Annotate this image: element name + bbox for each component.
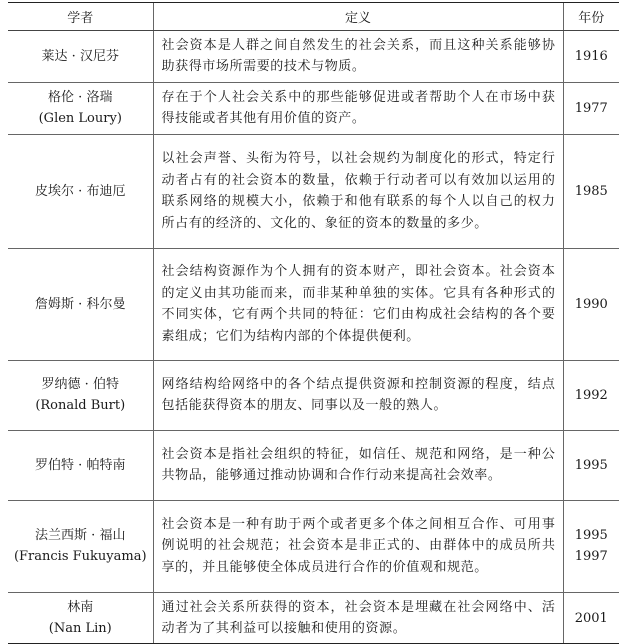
- year-value: 1985: [574, 183, 608, 199]
- definition-cell: 网络结构给网络中的各个结点提供资源和控制资源的程度，结点包括能获得资本的朋友、同事以及一般的熟人。: [153, 360, 563, 430]
- definition-cell: 社会资本是人群之间自然发生的社会关系，而且这种关系能够协助获得市场所需要的技术与物质。: [153, 31, 563, 83]
- year-cell: [563, 500, 619, 592]
- scholar-name: 罗纳德 · 伯特: [41, 377, 119, 393]
- header-year: 年份: [563, 3, 619, 31]
- scholar-name: 詹姆斯 · 科尔曼: [35, 296, 126, 312]
- social-capital-definitions-table: [8, 2, 619, 644]
- scholar-name-en: (Francis Fukuyama): [13, 549, 147, 565]
- year-value: 2001: [574, 610, 608, 626]
- table-row: [8, 134, 619, 248]
- scholar-cell: [8, 31, 153, 83]
- table-row: [8, 248, 619, 360]
- year-value: 1916: [574, 48, 608, 64]
- scholar-cell: [8, 360, 153, 430]
- table-row: [8, 592, 619, 644]
- definitions-table: [8, 2, 619, 644]
- scholar-cell: [8, 430, 153, 500]
- scholar-cell: [8, 592, 153, 644]
- year-cell: [563, 31, 619, 83]
- header-row: [8, 3, 619, 31]
- year-value: 1992: [574, 387, 608, 403]
- scholar-name: 皮埃尔 · 布迪厄: [35, 183, 126, 199]
- year-value: 1990: [574, 296, 608, 312]
- scholar-cell: [8, 82, 153, 134]
- definition-cell: 通过社会关系所获得的资本，社会资本是埋藏在社会网络中、活动者为了其利益可以接触和使用的资源。: [153, 592, 563, 644]
- definition-cell: 社会资本是一种有助于两个或者更多个体之间相互合作、可用事例说明的社会规范；社会资本是非正式的、由群体中的成员所共享的，并且能够使全体成员进行合作的价值观和规范。: [153, 500, 563, 592]
- year-cell: [563, 592, 619, 644]
- scholar-name: 林南: [67, 600, 94, 616]
- year-value: 1995: [574, 457, 608, 473]
- scholar-name-en: (Glen Loury): [38, 111, 122, 127]
- year-cell: [563, 82, 619, 134]
- year-value: 1995: [574, 528, 608, 544]
- definition-cell: 以社会声誉、头衔为符号，以社会规约为制度化的形式，特定行动者占有的社会资本的数量，依赖于行动者可以有效加以运用的联系网络的规模大小，依赖于和他有联系的每个人以自己的权力所占有的经济的、文化的、象征的资本的数量的多少。: [153, 134, 563, 248]
- scholar-cell: [8, 248, 153, 360]
- scholar-name-en: (Nan Lin): [48, 621, 112, 637]
- table-row: [8, 430, 619, 500]
- table-row: [8, 82, 619, 134]
- scholar-name: 法兰西斯 · 福山: [35, 528, 126, 544]
- table-row: [8, 500, 619, 592]
- year-cell: [563, 248, 619, 360]
- year-cell: [563, 430, 619, 500]
- header-scholar: 学者: [8, 3, 153, 31]
- scholar-name: 莱达 · 汉尼芬: [41, 48, 119, 64]
- year-cell: [563, 134, 619, 248]
- year-value: 1997: [574, 549, 608, 565]
- table-header: [8, 3, 619, 31]
- year-cell: [563, 360, 619, 430]
- header-definition: 定义: [153, 3, 563, 31]
- scholar-name: 格伦 · 洛瑞: [48, 90, 113, 106]
- scholar-name: 罗伯特 · 帕特南: [35, 457, 126, 473]
- definition-cell: 社会结构资源作为个人拥有的资本财产，即社会资本。社会资本的定义由其功能而来，而非某种单独的实体。它具有各种形式的不同实体，它有两个共同的特征：它们由构成社会结构的各个要素组成；它们为结构内部的个体提供便利。: [153, 248, 563, 360]
- year-value: 1977: [574, 100, 608, 116]
- table-body: [8, 31, 619, 644]
- scholar-cell: [8, 134, 153, 248]
- table-row: [8, 31, 619, 83]
- scholar-name-en: (Ronald Burt): [35, 398, 126, 414]
- scholar-cell: [8, 500, 153, 592]
- definition-cell: 存在于个人社会关系中的那些能够促进或者帮助个人在市场中获得技能或者其他有用价值的资产。: [153, 82, 563, 134]
- definition-cell: 社会资本是指社会组织的特征，如信任、规范和网络，是一种公共物品，能够通过推动协调和合作行动来提高社会效率。: [153, 430, 563, 500]
- table-row: [8, 360, 619, 430]
